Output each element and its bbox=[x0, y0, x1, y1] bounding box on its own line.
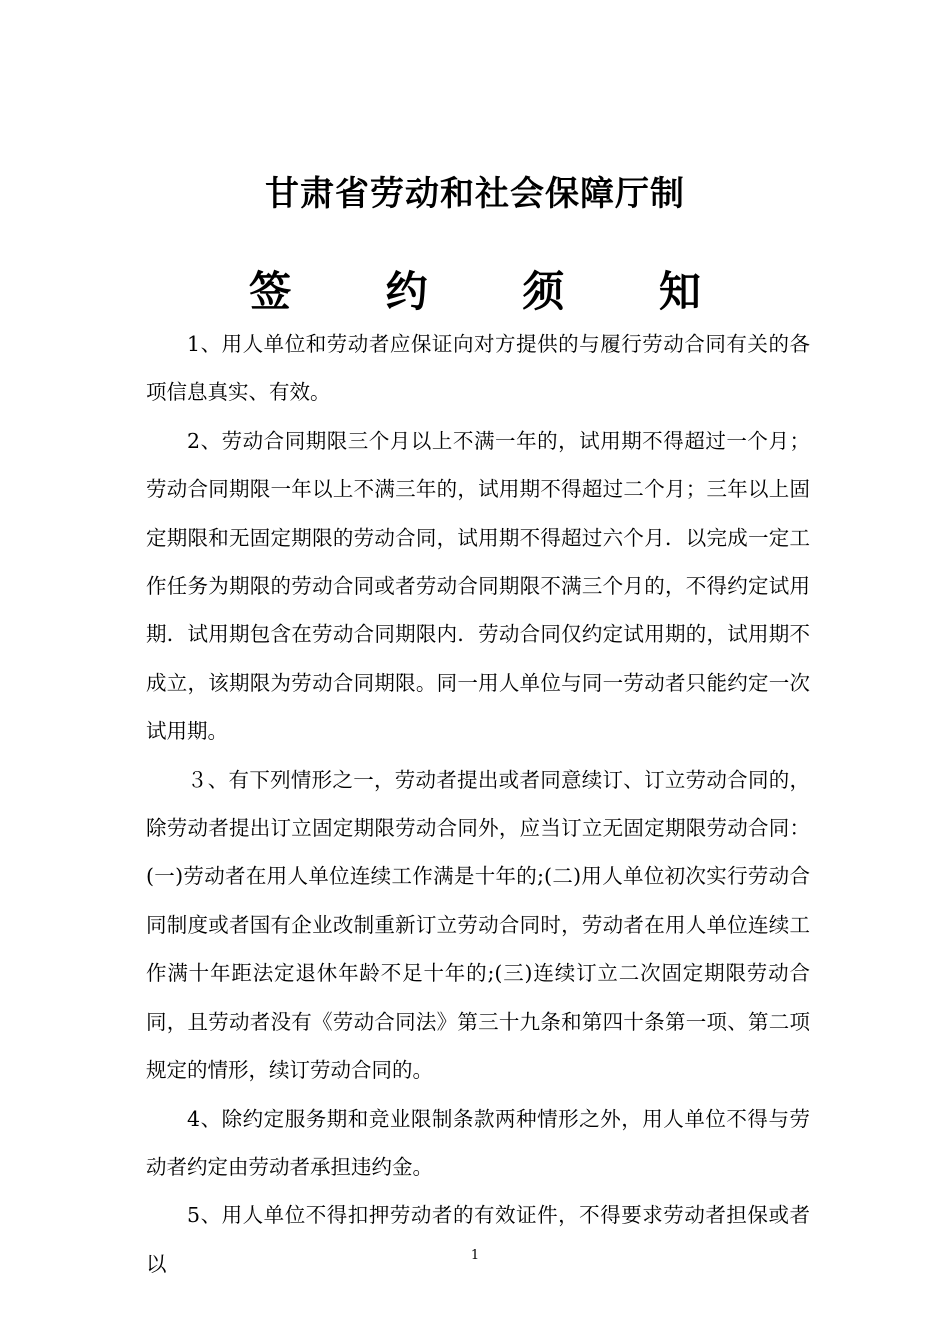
clause-5: 5、用人单位不得扣押劳动者的有效证件，不得要求劳动者担保或者以 bbox=[146, 1203, 810, 1276]
clause-1: 1、用人单位和劳动者应保证向对方提供的与履行劳动合同有关的各项信息真实、有效。 bbox=[146, 332, 810, 405]
issuer-heading: 甘肃省劳动和社会保障厅制 bbox=[265, 174, 685, 214]
document-title: 签 约 须 知 bbox=[249, 267, 741, 316]
page-number: 1 bbox=[470, 1248, 480, 1263]
clauses-body bbox=[146, 320, 810, 1288]
clause-2: 2、劳动合同期限三个月以上不满一年的，试用期不得超过一个月；劳动合同期限一年以上不满三年的，试用期不得超过二个月；三年以上固定期限和无固定期限的劳动合同，试用期不得超过六个月．以完成一定工作任务为期限的劳动合同或者劳动合同期限不满三个月的，不得约定试用期．试用期包含在劳动合同期限内．劳动合同仅约定试用期的，试用期不成立，该期限为劳动合同期限。同一用人单位与同一劳动者只能约定一次试用期。 bbox=[146, 428, 810, 744]
clause-3: ３、有下列情形之一，劳动者提出或者同意续订、订立劳动合同的，除劳动者提出订立固定期限劳动合同外，应当订立无固定期限劳动合同：(一)劳动者在用人单位连续工作满是十年的;(二)用人单位初次实行劳动合同制度或者国有企业改制重新订立劳动合同时，劳动者在用人单位连续工作满十年距法定退休年龄不足十年的;(三)连续订立二次固定期限劳动合同，且劳动者没有《劳动合同法》第三十九条和第四十条第一项、第二项规定的情形，续订劳动合同的。 bbox=[146, 767, 810, 1083]
clause-4: 4、除约定服务期和竞业限制条款两种情形之外，用人单位不得与劳动者约定由劳动者承担违约金。 bbox=[146, 1106, 810, 1179]
